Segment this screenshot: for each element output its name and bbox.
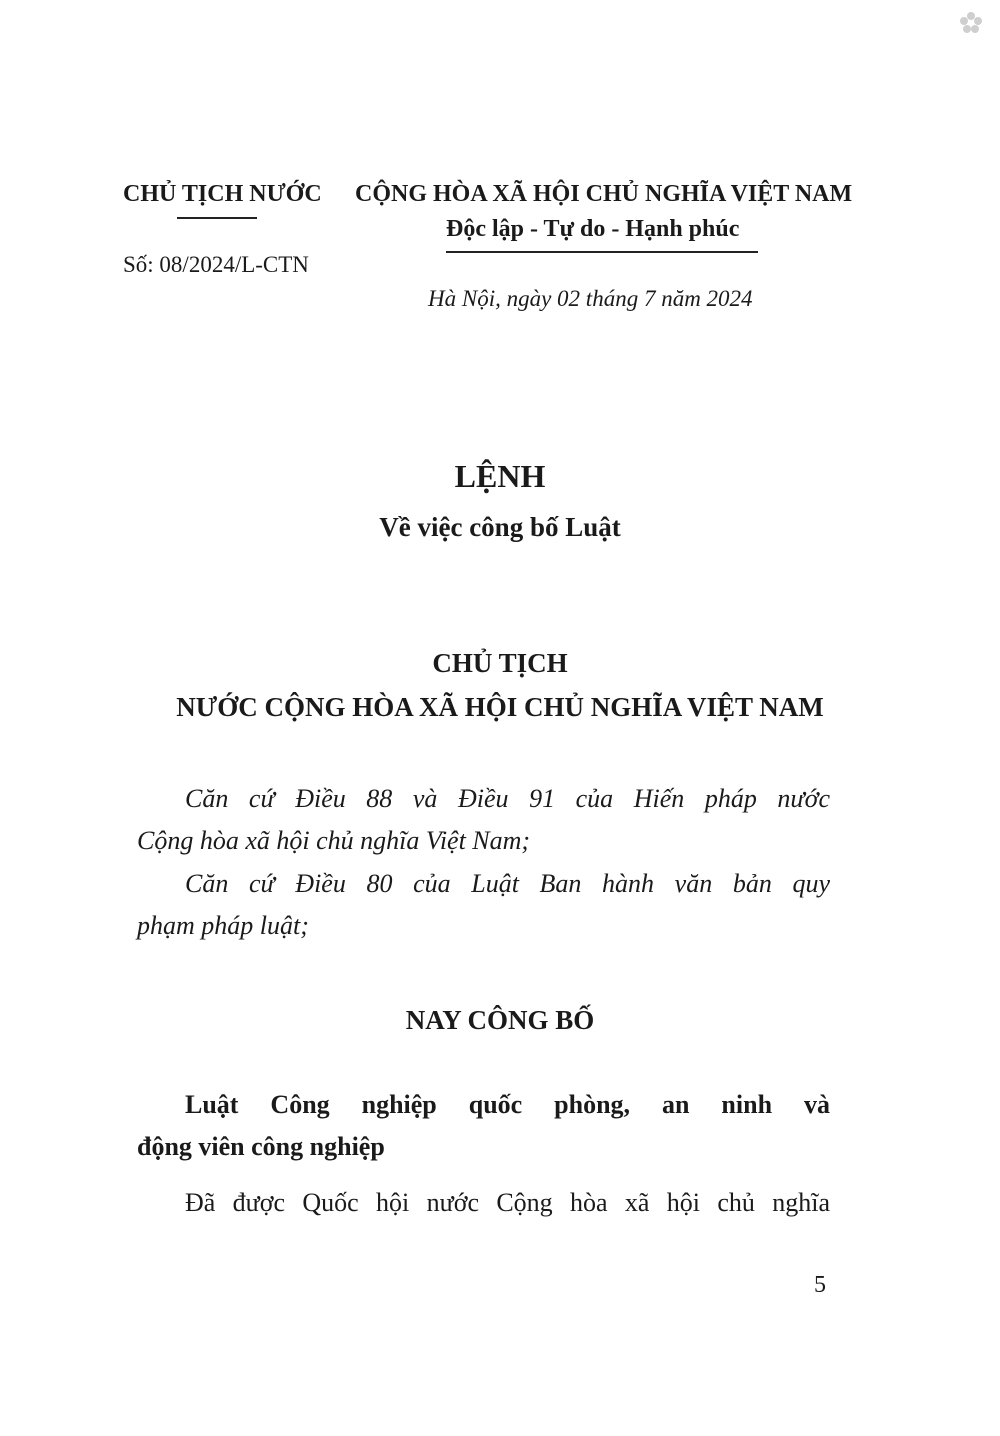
place-date: Hà Nội, ngày 02 tháng 7 năm 2024 [428,286,753,311]
divider [446,251,758,253]
country-title: CỘNG HÒA XÃ HỘI CHỦ NGHĨA VIỆT NAM [355,181,853,207]
basis-2-line-2: phạm pháp luật; [137,911,309,940]
document-title: LỆNH [454,458,546,494]
national-motto: Độc lập - Tự do - Hạnh phúc [446,216,740,242]
flower-logo-icon [958,10,984,36]
page-number: 5 [814,1272,826,1298]
issuing-authority: CHỦ TỊCH NƯỚC [123,181,322,207]
law-name-line-2: động viên công nghiệp [137,1132,385,1161]
document-number: Số: 08/2024/L-CTN [123,252,309,277]
divider [177,217,257,219]
document-subtitle: Về việc công bố Luật [379,512,621,542]
issuer-line-2: NƯỚC CỘNG HÒA XÃ HỘI CHỦ NGHĨA VIỆT NAM [176,692,824,722]
basis-2-line-1: Căn cứ Điều 80 của Luật Ban hành văn bản quy [185,869,830,898]
issuer-line-1: CHỦ TỊCH [432,648,568,678]
announcement-heading: NAY CÔNG BỐ [405,1005,595,1035]
basis-1-line-2: Cộng hòa xã hội chủ nghĩa Việt Nam; [137,826,531,855]
body-text-line: Đã được Quốc hội nước Cộng hòa xã hội chủ nghĩa [185,1188,830,1217]
basis-1-line-1: Căn cứ Điều 88 và Điều 91 của Hiến pháp nước [185,784,830,813]
law-name-line-1: Luật Công nghiệp quốc phòng, an ninh và [185,1090,830,1119]
